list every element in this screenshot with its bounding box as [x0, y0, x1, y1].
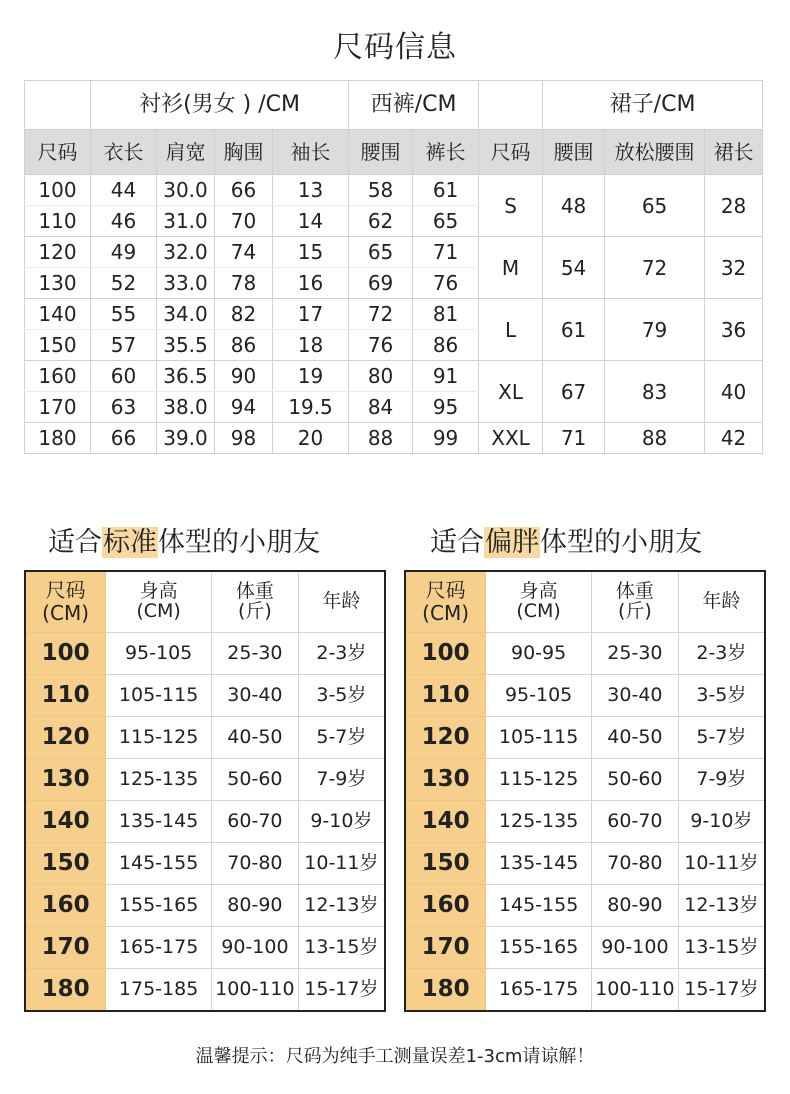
- fit-size-cell: 100: [405, 633, 486, 675]
- size-cell: 65: [413, 206, 479, 237]
- fit-size-cell: 160: [25, 885, 106, 927]
- size-cell: 82: [215, 299, 273, 330]
- skirt-size-cell: 32: [705, 237, 763, 299]
- fit-size-cell: 120: [405, 717, 486, 759]
- fit-row: [405, 969, 765, 1012]
- measurement-tip: 温馨提示：尺码为纯手工测量误差1-3cm请谅解！: [195, 1046, 595, 1067]
- fit-value-cell: 10-11岁: [678, 843, 765, 885]
- fit-value-cell: 40-50: [592, 717, 679, 759]
- fit-value-cell: 7-9岁: [298, 759, 385, 801]
- fit-value-cell: 70-80: [212, 843, 299, 885]
- fit-value-cell: 105-115: [486, 717, 592, 759]
- fit-value-cell: 100-110: [212, 969, 299, 1012]
- fit-row: [25, 759, 385, 801]
- size-cell: 65: [349, 237, 413, 268]
- fit-size-cell: 180: [25, 969, 106, 1012]
- fit-row: [405, 717, 765, 759]
- size-cell: 91: [413, 361, 479, 392]
- height-header-cell: 身高 (CM): [106, 571, 212, 633]
- size-cell: 88: [349, 423, 413, 454]
- fit-value-cell: 90-100: [592, 927, 679, 969]
- fit-size-cell: 150: [25, 843, 106, 885]
- group-header-row: [25, 81, 763, 130]
- fit-value-cell: 3-5岁: [298, 675, 385, 717]
- standard-title: [48, 520, 320, 559]
- skirt-size-cell: 67: [543, 361, 605, 423]
- fit-value-cell: 80-90: [592, 885, 679, 927]
- size-cell: 120: [25, 237, 91, 268]
- column-header-cell: 尺码: [25, 130, 91, 175]
- skirt-size-cell: 48: [543, 175, 605, 237]
- size-row: [25, 175, 763, 206]
- age-header-cell: 年龄: [298, 571, 385, 633]
- size-cell: 18: [273, 330, 349, 361]
- skirt-size-cell: 36: [705, 299, 763, 361]
- fit-value-cell: 60-70: [212, 801, 299, 843]
- size-cell: 17: [273, 299, 349, 330]
- fit-value-cell: 12-13岁: [298, 885, 385, 927]
- fit-value-cell: 7-9岁: [678, 759, 765, 801]
- blank-corner-cell: [25, 81, 91, 130]
- fit-value-cell: 105-115: [106, 675, 212, 717]
- size-cell: 63: [91, 392, 157, 423]
- fit-value-cell: 80-90: [212, 885, 299, 927]
- size-cell: 38.0: [157, 392, 215, 423]
- fit-value-cell: 175-185: [106, 969, 212, 1012]
- column-header-cell: 腰围: [349, 130, 413, 175]
- fit-row: [25, 675, 385, 717]
- size-cell: 72: [349, 299, 413, 330]
- size-cell: 94: [215, 392, 273, 423]
- fit-size-cell: 140: [25, 801, 106, 843]
- fit-row: [405, 759, 765, 801]
- fit-row: [405, 927, 765, 969]
- skirt-size-cell: 71: [543, 423, 605, 454]
- skirt-size-cell: 61: [543, 299, 605, 361]
- standard-header-row: [25, 571, 385, 633]
- fit-row: [25, 633, 385, 675]
- fit-value-cell: 30-40: [592, 675, 679, 717]
- size-cell: 35.5: [157, 330, 215, 361]
- fit-value-cell: 145-155: [486, 885, 592, 927]
- size-cell: 55: [91, 299, 157, 330]
- size-cell: 58: [349, 175, 413, 206]
- size-cell: 60: [91, 361, 157, 392]
- size-cell: 61: [413, 175, 479, 206]
- skirt-size-cell: XXL: [479, 423, 543, 454]
- skirt-size-cell: 54: [543, 237, 605, 299]
- size-cell: 78: [215, 268, 273, 299]
- standard-title-post: 体型的小朋友: [158, 527, 320, 558]
- fit-value-cell: 135-145: [106, 801, 212, 843]
- fit-size-cell: 120: [25, 717, 106, 759]
- fit-size-cell: 140: [405, 801, 486, 843]
- fit-value-cell: 155-165: [106, 885, 212, 927]
- fit-value-cell: 5-7岁: [298, 717, 385, 759]
- skirt-size-cell: 88: [605, 423, 705, 454]
- fit-value-cell: 9-10岁: [678, 801, 765, 843]
- size-cell: 20: [273, 423, 349, 454]
- size-row: [25, 361, 763, 392]
- fit-row: [25, 843, 385, 885]
- fit-value-cell: 50-60: [592, 759, 679, 801]
- fit-value-cell: 15-17岁: [298, 969, 385, 1012]
- fit-row: [405, 633, 765, 675]
- size-cell: 74: [215, 237, 273, 268]
- fit-value-cell: 30-40: [212, 675, 299, 717]
- fit-size-cell: 150: [405, 843, 486, 885]
- chubby-header-row: [405, 571, 765, 633]
- fit-value-cell: 155-165: [486, 927, 592, 969]
- size-cell: 150: [25, 330, 91, 361]
- size-cell: 52: [91, 268, 157, 299]
- size-cell: 16: [273, 268, 349, 299]
- fit-value-cell: 115-125: [486, 759, 592, 801]
- fit-value-cell: 15-17岁: [678, 969, 765, 1012]
- size-cell: 19: [273, 361, 349, 392]
- column-header-cell: 放松腰围: [605, 130, 705, 175]
- size-cell: 86: [215, 330, 273, 361]
- fit-row: [25, 969, 385, 1012]
- fit-row: [25, 927, 385, 969]
- size-cell: 130: [25, 268, 91, 299]
- fit-row: [25, 801, 385, 843]
- size-cell: 39.0: [157, 423, 215, 454]
- size-cell: 62: [349, 206, 413, 237]
- skirt-size-cell: L: [479, 299, 543, 361]
- trousers-group-header: 西裤/CM: [349, 81, 479, 130]
- fit-size-cell: 170: [25, 927, 106, 969]
- size-cell: 84: [349, 392, 413, 423]
- size-cell: 80: [349, 361, 413, 392]
- skirt-size-cell: 83: [605, 361, 705, 423]
- skirt-size-cell: 72: [605, 237, 705, 299]
- fit-value-cell: 13-15岁: [298, 927, 385, 969]
- fit-value-cell: 10-11岁: [298, 843, 385, 885]
- size-row: [25, 237, 763, 268]
- fit-value-cell: 70-80: [592, 843, 679, 885]
- fit-row: [405, 885, 765, 927]
- size-cell: 44: [91, 175, 157, 206]
- fit-value-cell: 135-145: [486, 843, 592, 885]
- fit-value-cell: 25-30: [212, 633, 299, 675]
- size-cell: 76: [349, 330, 413, 361]
- page-title: 尺码信息: [333, 30, 457, 65]
- column-header-cell: 袖长: [273, 130, 349, 175]
- chubby-title-highlight: 偏胖: [485, 527, 539, 558]
- fit-value-cell: 95-105: [106, 633, 212, 675]
- skirt-size-cell: XL: [479, 361, 543, 423]
- size-cell: 98: [215, 423, 273, 454]
- chubby-title: [430, 520, 702, 559]
- chubby-fit-table: [404, 570, 766, 1012]
- size-cell: 69: [349, 268, 413, 299]
- size-cell: 34.0: [157, 299, 215, 330]
- fit-size-cell: 130: [405, 759, 486, 801]
- chubby-title-post: 体型的小朋友: [540, 527, 702, 558]
- size-cell: 13: [273, 175, 349, 206]
- size-cell: 100: [25, 175, 91, 206]
- size-cell: 180: [25, 423, 91, 454]
- size-row: [25, 299, 763, 330]
- size-cell: 31.0: [157, 206, 215, 237]
- column-header-cell: 尺码: [479, 130, 543, 175]
- size-cell: 99: [413, 423, 479, 454]
- skirt-size-cell: 28: [705, 175, 763, 237]
- column-header-cell: 衣长: [91, 130, 157, 175]
- age-header-cell: 年龄: [678, 571, 765, 633]
- size-cell: 66: [91, 423, 157, 454]
- column-header-cell: 肩宽: [157, 130, 215, 175]
- size-cell: 57: [91, 330, 157, 361]
- fit-value-cell: 115-125: [106, 717, 212, 759]
- size-cell: 140: [25, 299, 91, 330]
- size-cell: 36.5: [157, 361, 215, 392]
- fit-value-cell: 125-135: [106, 759, 212, 801]
- fit-value-cell: 90-95: [486, 633, 592, 675]
- skirt-size-cell: 79: [605, 299, 705, 361]
- blank-skirt-corner-cell: [479, 81, 543, 130]
- standard-fit-table: [24, 570, 386, 1012]
- fit-value-cell: 90-100: [212, 927, 299, 969]
- weight-header-cell: 体重 (斤): [212, 571, 299, 633]
- fit-value-cell: 25-30: [592, 633, 679, 675]
- fit-size-cell: 110: [405, 675, 486, 717]
- size-cell: 30.0: [157, 175, 215, 206]
- size-cell: 66: [215, 175, 273, 206]
- skirt-size-cell: M: [479, 237, 543, 299]
- fit-size-cell: 170: [405, 927, 486, 969]
- height-header-cell: 身高 (CM): [486, 571, 592, 633]
- fit-size-cell: 130: [25, 759, 106, 801]
- column-header-cell: 腰围: [543, 130, 605, 175]
- fit-value-cell: 13-15岁: [678, 927, 765, 969]
- skirt-size-cell: S: [479, 175, 543, 237]
- fit-value-cell: 12-13岁: [678, 885, 765, 927]
- skirt-group-header: 裙子/CM: [543, 81, 763, 130]
- size-cell: 19.5: [273, 392, 349, 423]
- fit-value-cell: 95-105: [486, 675, 592, 717]
- chubby-title-pre: 适合: [430, 527, 484, 558]
- skirt-size-cell: 65: [605, 175, 705, 237]
- column-header-cell: 胸围: [215, 130, 273, 175]
- size-cell: 81: [413, 299, 479, 330]
- fit-value-cell: 2-3岁: [678, 633, 765, 675]
- fit-value-cell: 50-60: [212, 759, 299, 801]
- fit-value-cell: 9-10岁: [298, 801, 385, 843]
- fit-row: [25, 885, 385, 927]
- size-info-table: [24, 80, 763, 454]
- shirt-group-header: 衬衫(男女 ) /CM: [91, 81, 349, 130]
- size-cell: 15: [273, 237, 349, 268]
- size-cell: 14: [273, 206, 349, 237]
- fit-value-cell: 165-175: [106, 927, 212, 969]
- size-cell: 95: [413, 392, 479, 423]
- fit-size-cell: 100: [25, 633, 106, 675]
- size-cell: 90: [215, 361, 273, 392]
- fit-value-cell: 125-135: [486, 801, 592, 843]
- fit-value-cell: 40-50: [212, 717, 299, 759]
- fit-value-cell: 60-70: [592, 801, 679, 843]
- fit-size-cell: 110: [25, 675, 106, 717]
- skirt-size-cell: 42: [705, 423, 763, 454]
- size-cell: 86: [413, 330, 479, 361]
- weight-header-cell: 体重 (斤): [592, 571, 679, 633]
- size-cell: 49: [91, 237, 157, 268]
- skirt-size-cell: 40: [705, 361, 763, 423]
- fit-row: [405, 801, 765, 843]
- standard-title-highlight: 标准: [103, 527, 157, 558]
- column-header-row: [25, 130, 763, 175]
- column-header-cell: 裤长: [413, 130, 479, 175]
- fit-value-cell: 2-3岁: [298, 633, 385, 675]
- fit-size-cell: 160: [405, 885, 486, 927]
- column-header-cell: 裙长: [705, 130, 763, 175]
- size-header-cell: 尺码 (CM): [405, 571, 486, 633]
- fit-row: [405, 843, 765, 885]
- fit-value-cell: 5-7岁: [678, 717, 765, 759]
- fit-row: [25, 717, 385, 759]
- size-cell: 110: [25, 206, 91, 237]
- size-cell: 160: [25, 361, 91, 392]
- size-cell: 33.0: [157, 268, 215, 299]
- size-row: [25, 423, 763, 454]
- fit-row: [405, 675, 765, 717]
- size-cell: 70: [215, 206, 273, 237]
- size-cell: 32.0: [157, 237, 215, 268]
- fit-value-cell: 145-155: [106, 843, 212, 885]
- size-cell: 46: [91, 206, 157, 237]
- size-cell: 76: [413, 268, 479, 299]
- size-cell: 170: [25, 392, 91, 423]
- fit-value-cell: 100-110: [592, 969, 679, 1012]
- fit-size-cell: 180: [405, 969, 486, 1012]
- standard-title-pre: 适合: [48, 527, 102, 558]
- size-cell: 71: [413, 237, 479, 268]
- fit-value-cell: 3-5岁: [678, 675, 765, 717]
- fit-value-cell: 165-175: [486, 969, 592, 1012]
- size-header-cell: 尺码 (CM): [25, 571, 106, 633]
